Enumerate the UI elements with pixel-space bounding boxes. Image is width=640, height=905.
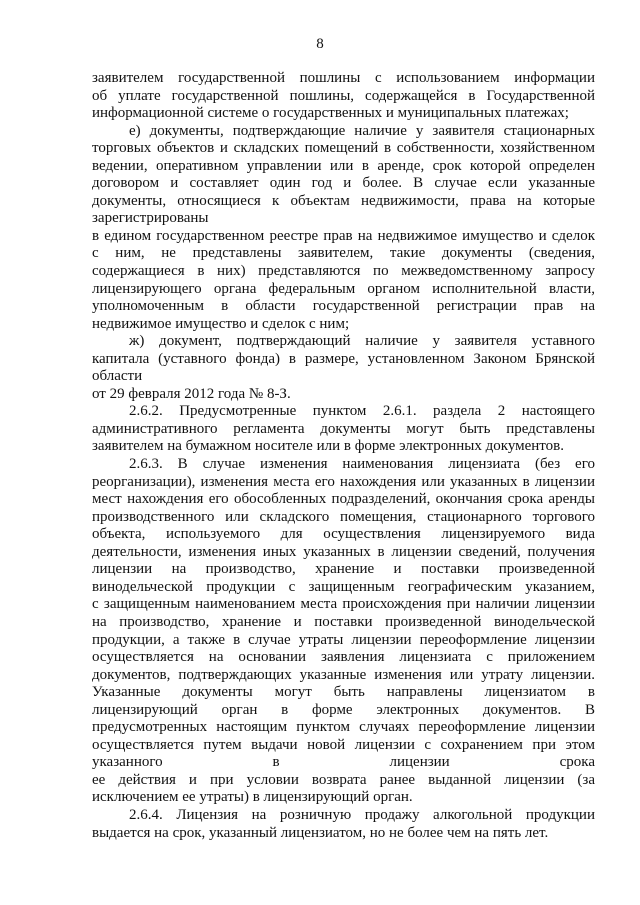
text-line: ж) документ, подтверждающий наличие у заявителя уставного bbox=[129, 333, 595, 350]
page-number: 8 bbox=[316, 36, 324, 52]
text-line: документы, относящиеся к объектам недвижимости, права на которые bbox=[92, 192, 595, 209]
text-line: договором и составляет один год и более. В случае если указанные bbox=[92, 175, 595, 192]
text-line: производственного или складского помещения, стационарного торгового bbox=[92, 508, 595, 525]
text-line: 2.6.3. В случае изменения наименования лицензиата (без его bbox=[129, 456, 595, 473]
text-line: капитала (уставного фонда) в размере, установленном Законом Брянской bbox=[92, 350, 595, 367]
text-line: лицензирующего органа федеральным органом исполнительной власти, bbox=[92, 280, 595, 297]
text-line: деятельности, изменения иных указанных в лицензии сведений, получения bbox=[92, 543, 595, 560]
text-line: лицензии на производство, хранение и поставки произведенной bbox=[92, 561, 595, 578]
document-body bbox=[92, 70, 595, 842]
text-line: документов, подтверждающих указанные изменения или утрату лицензии. bbox=[92, 666, 595, 683]
text-line: лицензирующий орган в форме электронных документов. В bbox=[92, 701, 595, 718]
text-line: торговых объектов и складских помещений в собственности, хозяйственном bbox=[92, 140, 595, 157]
text-line: с ним, не представлены заявителем, такие документы (сведения, bbox=[92, 245, 595, 262]
text-line: Указанные документы могут быть направлены лицензиатом в bbox=[92, 684, 595, 701]
text-line: выдается на срок, указанный лицензиатом, но не более чем на пять лет. bbox=[92, 824, 549, 841]
text-line: на производство, хранение и поставки произведенной винодельческой bbox=[92, 613, 595, 630]
text-line: ведении, оперативном управлении или в аренде, срок которой определен bbox=[92, 157, 595, 174]
text-line: указанного в лицензии срока bbox=[92, 754, 595, 771]
text-line: заявителем на бумажном носителе или в форме электронных документов. bbox=[92, 438, 564, 455]
text-line: уполномоченным в области государственной регистрации прав на bbox=[92, 298, 595, 315]
text-line: предусмотренных настоящим пунктом случаях переоформление лицензии bbox=[92, 719, 595, 736]
text-line: административного регламента документы могут быть представлены bbox=[92, 420, 595, 437]
text-line: мест нахождения его обособленных подразделений, окончания срока аренды bbox=[92, 491, 595, 508]
text-line: е) документы, подтверждающие наличие у заявителя стационарных bbox=[129, 122, 595, 139]
text-line: информационной системе о государственных и муниципальных платежах; bbox=[92, 105, 569, 122]
text-line: области bbox=[92, 368, 143, 385]
text-line: ее действия и при условии возврата ранее выданной лицензии (за bbox=[92, 771, 595, 788]
text-line: от 29 февраля 2012 года № 8-З. bbox=[92, 385, 291, 402]
text-line: содержащиеся в них) представляются по межведомственному запросу bbox=[92, 263, 595, 280]
text-line: об уплате государственной пошлины, содержащейся в Государственной bbox=[92, 87, 595, 104]
text-line: исключением ее утраты) в лицензирующий орган. bbox=[92, 789, 413, 806]
text-line: недвижимое имущество и сделок с ним; bbox=[92, 315, 350, 332]
text-line: 2.6.4. Лицензия на розничную продажу алкогольной продукции bbox=[129, 806, 595, 823]
text-line: заявителем государственной пошлины с использованием информации bbox=[92, 70, 595, 86]
text-line: зарегистрированы bbox=[92, 210, 209, 227]
text-line: с защищенным наименованием места происхождения при наличии лицензии bbox=[92, 596, 595, 613]
text-line: продукции, а также в случае утраты лицензии переоформление лицензии bbox=[92, 631, 595, 648]
text-line: винодельческой продукции с защищенным географическим указанием, bbox=[92, 578, 595, 595]
text-line: 2.6.2. Предусмотренные пунктом 2.6.1. раздела 2 настоящего bbox=[129, 403, 595, 420]
text-line: объекта, используемого для осуществления лицензируемого вида bbox=[92, 526, 595, 543]
text-line: осуществляется путем выдачи новой лицензии с сохранением при этом bbox=[92, 736, 595, 753]
text-line: реорганизации), изменения места его нахождения или указанных в лицензии bbox=[92, 473, 595, 490]
text-line: в едином государственном реестре прав на недвижимое имущество и сделок bbox=[92, 227, 595, 244]
text-line: осуществляется на основании заявления лицензиата с приложением bbox=[92, 649, 595, 666]
